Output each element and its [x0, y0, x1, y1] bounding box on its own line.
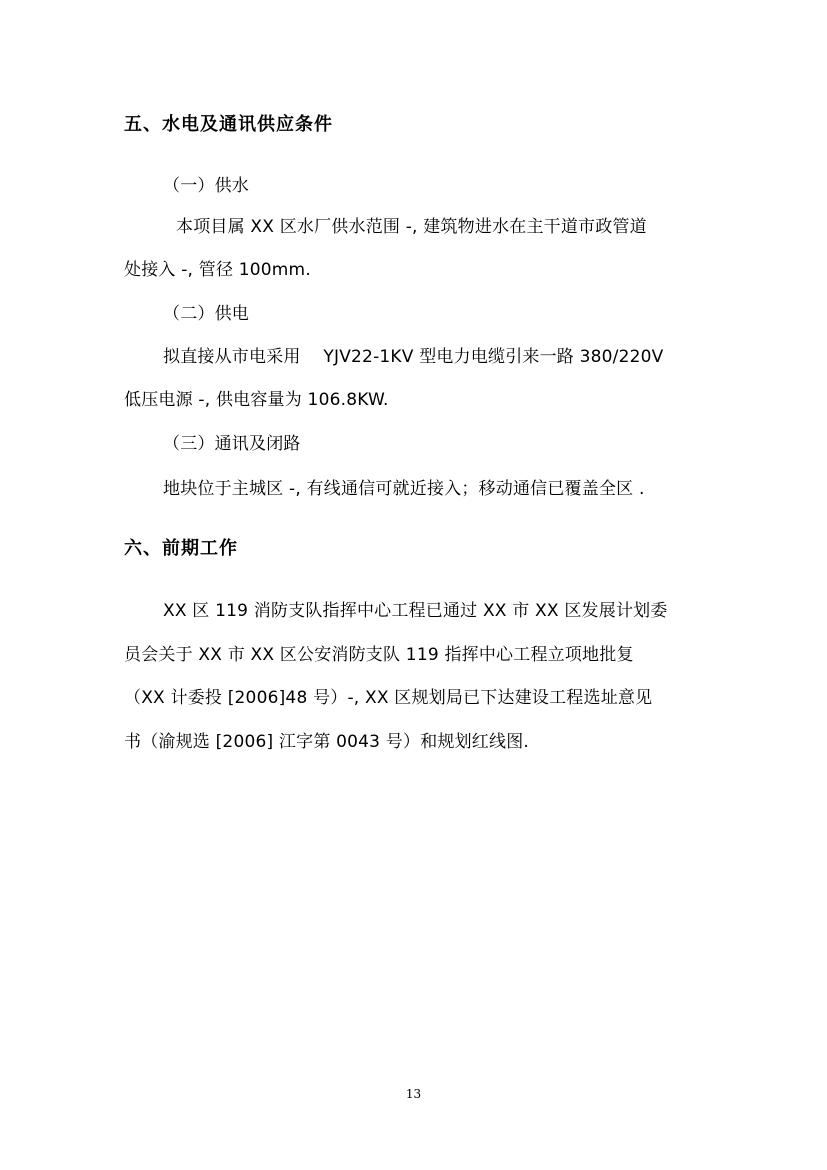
- section-6-heading: 六、前期工作: [124, 538, 238, 559]
- communication-subheading: （三）通讯及闭路: [163, 434, 301, 454]
- preliminary-work-line-3: （XX 计委投 [2006]48 号）-, XX 区规划局已下达建设工程选址意见: [124, 688, 653, 708]
- preliminary-work-line-2: 员会关于 XX 市 XX 区公安消防支队 119 指挥中心工程立项地批复: [124, 645, 634, 665]
- page-number: 13: [405, 1087, 422, 1101]
- power-supply-subheading: （二）供电: [163, 304, 249, 324]
- communication-line-1: 地块位于主城区 -, 有线通信可就近接入；移动通信已覆盖全区 .: [163, 479, 645, 499]
- power-supply-line-1: 拟直接从市电采用 YJV22-1KV 型电力电缆引来一路 380/220V: [163, 347, 664, 367]
- water-supply-line-1: 本项目属 XX 区水厂供水范围 -, 建筑物进水在主干道市政管道: [176, 217, 647, 237]
- section-5-heading: 五、水电及通讯供应条件: [124, 114, 333, 135]
- water-supply-subheading: （一）供水: [163, 176, 249, 196]
- preliminary-work-line-1: XX 区 119 消防支队指挥中心工程已通过 XX 市 XX 区发展计划委: [163, 601, 668, 621]
- water-supply-line-2: 处接入 -, 管径 100mm.: [124, 260, 311, 280]
- power-supply-line-2: 低压电源 -, 供电容量为 106.8KW.: [124, 390, 389, 410]
- preliminary-work-line-4: 书（渝规选 [2006] 江字第 0043 号）和规划红线图.: [124, 732, 530, 752]
